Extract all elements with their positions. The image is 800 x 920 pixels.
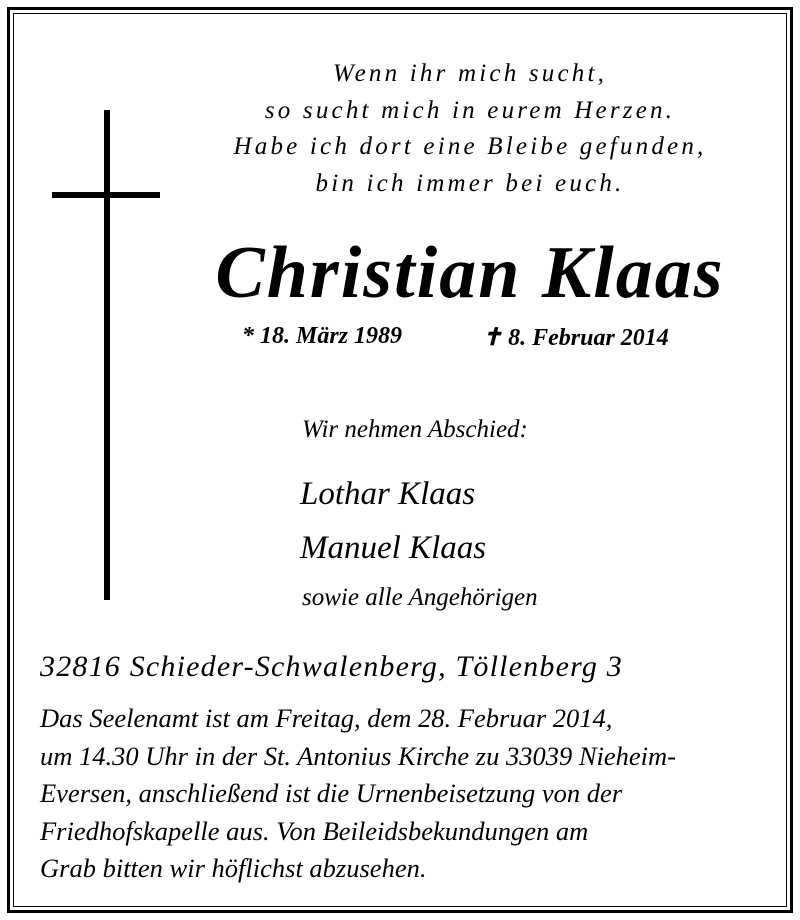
- cross-horizontal-bar: [52, 192, 160, 198]
- death-date: ✝ 8. Februar 2014: [482, 325, 669, 351]
- notice-line: Eversen, anschließend ist die Urnenbeisetzung von der: [40, 778, 623, 808]
- poem-line: Habe ich dort eine Bleibe gefunden,: [233, 133, 707, 160]
- notice-line: um 14.30 Uhr in der St. Antonius Kirche zu 33039 Nieheim-: [40, 740, 676, 771]
- notice-line: Grab bitten wir höflichst abzusehen.: [40, 853, 427, 883]
- relatives-line: sowie alle Angehörigen: [302, 584, 538, 611]
- notice-line: Das Seelenamt ist am Freitag, dem 28. Februar 2014,: [40, 703, 613, 733]
- funeral-notice: [40, 700, 780, 888]
- poem-line: so sucht mich in eurem Herzen.: [264, 96, 676, 124]
- poem-line: Wenn ihr mich sucht,: [332, 60, 608, 87]
- address: 32816 Schieder-Schwalenberg, Töllenberg 3: [40, 650, 623, 683]
- poem-line: bin ich immer bei euch.: [315, 169, 625, 197]
- farewell-intro: Wir nehmen Abschied:: [302, 416, 528, 443]
- notice-line: Friedhofskapelle aus. Von Beileidsbekundungen am: [40, 815, 589, 846]
- deceased-name: Christian Klaas: [215, 232, 725, 314]
- birth-date: * 18. März 1989: [242, 323, 403, 349]
- mourner-name: Lothar Klaas: [300, 476, 476, 512]
- notice-border: [7, 7, 793, 913]
- mourner-name: Manuel Klaas: [300, 530, 487, 566]
- cross-vertical-bar: [104, 110, 110, 600]
- poem: [150, 56, 790, 202]
